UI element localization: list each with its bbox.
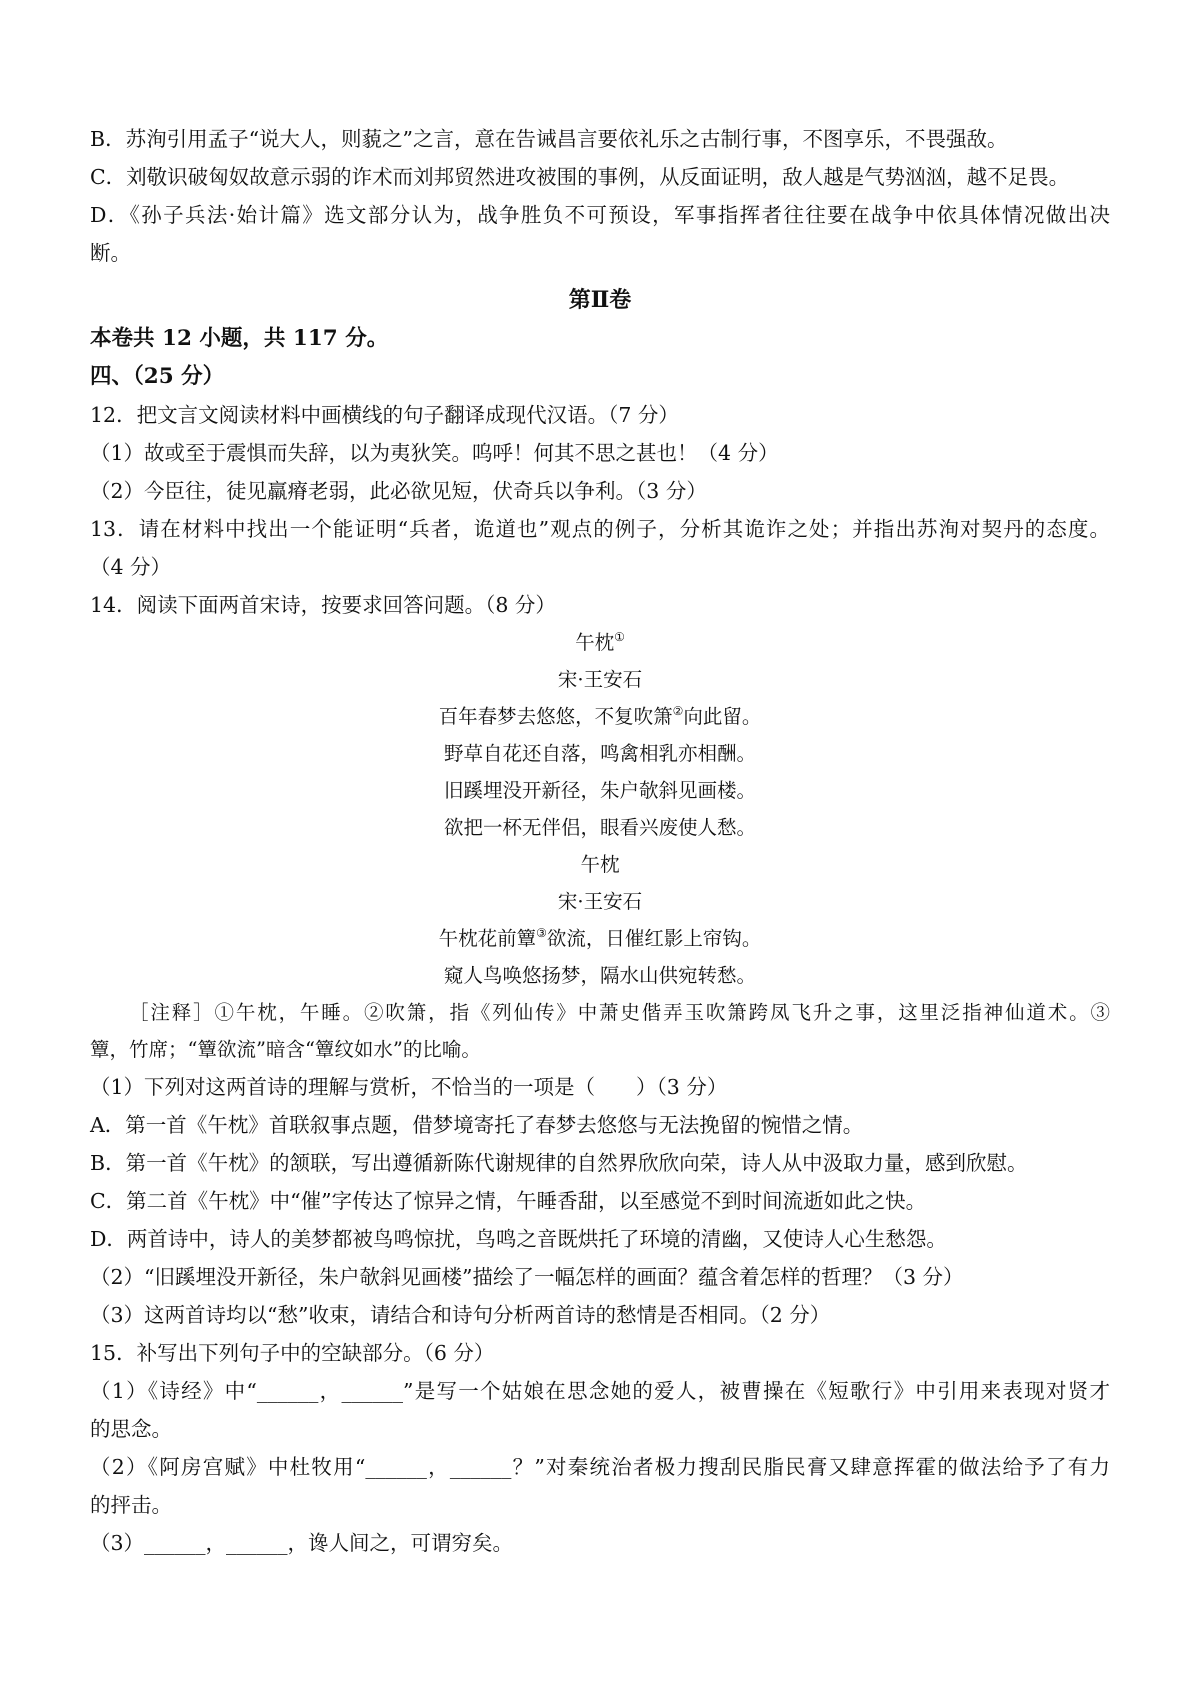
q12-stem: 12．把文言文阅读材料中画横线的句子翻译成现代汉语。（7 分） — [90, 403, 679, 427]
q14-stem: 14．阅读下面两首宋诗，按要求回答问题。（8 分） — [90, 593, 556, 617]
q12-sub2: （2）今臣往，徒见羸瘠老弱，此必欲见短，伏奇兵以争利。（3 分） — [90, 479, 707, 503]
poem2-line1-a: 午枕花前簟 — [438, 927, 537, 950]
q12-sub1: （1）故或至于震惧而失辞，以为夷狄笑。呜呼！何其不思之甚也！（4 分） — [90, 441, 779, 465]
poem2-line1-note: ③ — [536, 926, 547, 940]
poem1-title-note: ① — [614, 630, 625, 644]
poem-2 — [90, 846, 1110, 994]
q15-sub2-line1: （2）《阿房宫赋》中杜牧用“______，______？”对秦统治者极力搜刮民脂民膏又肆意挥霍的做法给予了有力 — [90, 1455, 1110, 1479]
q14-option-a: A．第一首《午枕》首联叙事点题，借梦境寄托了春梦去悠悠与无法挽留的惋惜之情。 — [90, 1113, 864, 1137]
q14-option-c: C．第二首《午枕》中“催”字传达了惊异之情，午睡香甜，以至感觉不到时间流逝如此之快。 — [90, 1189, 927, 1213]
poem1-author: 宋·王安石 — [557, 668, 643, 691]
q14-option-b: B．第一首《午枕》的颔联，写出遵循新陈代谢规律的自然界欣欣向荣，诗人从中汲取力量，感到欣慰。 — [90, 1151, 1028, 1175]
option-b: B．苏洵引用孟子“说大人，则藐之”之言，意在告诫昌言要依礼乐之古制行事，不图享乐，不畏强敌。 — [90, 127, 1008, 151]
option-c: C．刘敬识破匈奴故意示弱的诈术而刘邦贸然进攻被围的事例，从反面证明，敌人越是气势汹汹，越不足畏。 — [90, 165, 1070, 189]
poem1-line3: 旧蹊埋没开新径，朱户欹斜见画楼。 — [443, 779, 756, 802]
poem1-line2: 野草自花还自落，鸣禽相乳亦相酬。 — [443, 742, 756, 765]
q13-line2: （4 分） — [90, 555, 172, 579]
poem-1 — [90, 624, 1110, 846]
q14-sub2: （2）“旧蹊埋没开新径，朱户欹斜见画楼”描绘了一幅怎样的画面？蕴含着怎样的哲理？（3 分） — [90, 1265, 964, 1289]
poem2-line1 — [90, 920, 1110, 957]
volume-note: 本卷共 12 小题，共 117 分。 — [90, 326, 389, 351]
option-d-line1: D．《孙子兵法·始计篇》选文部分认为，战争胜负不可预设，军事指挥者往往要在战争中依具体情况做出决 — [90, 203, 1110, 227]
q15-sub1-line2: 的思念。 — [90, 1417, 172, 1441]
poem1-line1-a: 百年春梦去悠悠，不复吹箫 — [438, 705, 673, 728]
poem2-line2: 窥人鸟唤悠扬梦，隔水山供宛转愁。 — [443, 964, 756, 987]
q14-sub3: （3）这两首诗均以“愁”收束，请结合和诗句分析两首诗的愁情是否相同。（2 分） — [90, 1303, 831, 1327]
poem1-title — [90, 624, 1110, 661]
poem1-title-text: 午枕 — [575, 631, 615, 654]
section-four-heading: 四、（25 分） — [90, 364, 225, 389]
exam-page — [90, 120, 1110, 1562]
poem1-line1-note: ② — [672, 704, 684, 718]
q15-sub2-line2: 的抨击。 — [90, 1493, 172, 1517]
poem1-line4: 欲把一杯无伴侣，眼看兴废使人愁。 — [443, 816, 756, 839]
q14-sub1: （1）下列对这两首诗的理解与赏析，不恰当的一项是（ ）（3 分） — [90, 1075, 728, 1099]
q15-stem: 15．补写出下列句子中的空缺部分。（6 分） — [90, 1341, 495, 1365]
poem1-line1-b: 向此留。 — [683, 705, 762, 728]
volume-title: 第Ⅱ卷 — [568, 287, 632, 313]
poem2-title: 午枕 — [580, 853, 620, 876]
poem-notes-line1: ［注释］①午枕，午睡。②吹箫，指《列仙传》中萧史偕弄玉吹箫跨凤飞升之事，这里泛指神仙道术。③ — [129, 1001, 1110, 1024]
option-d-line2: 断。 — [90, 241, 131, 265]
poem2-author: 宋·王安石 — [557, 890, 643, 913]
q14-option-d: D．两首诗中，诗人的美梦都被鸟鸣惊扰，鸟鸣之音既烘托了环境的清幽，又使诗人心生愁怨。 — [90, 1227, 947, 1251]
poem-notes-line2: 簟，竹席；“簟欲流”暗含“簟纹如水”的比喻。 — [90, 1038, 481, 1061]
q15-sub1-line1: （1）《诗经》中“______，______”是写一个姑娘在思念她的爱人，被曹操在《短歌行》中引用来表现对贤才 — [90, 1379, 1110, 1403]
q13-line1: 13．请在材料中找出一个能证明“兵者，诡道也”观点的例子，分析其诡诈之处；并指出苏洵对契丹的态度。 — [90, 517, 1110, 541]
q15-sub3: （3）______，______，谗人间之，可谓穷矣。 — [90, 1531, 514, 1555]
poem2-line1-b: 欲流，日催红影上帘钩。 — [546, 927, 762, 950]
poem1-line1 — [90, 698, 1110, 735]
